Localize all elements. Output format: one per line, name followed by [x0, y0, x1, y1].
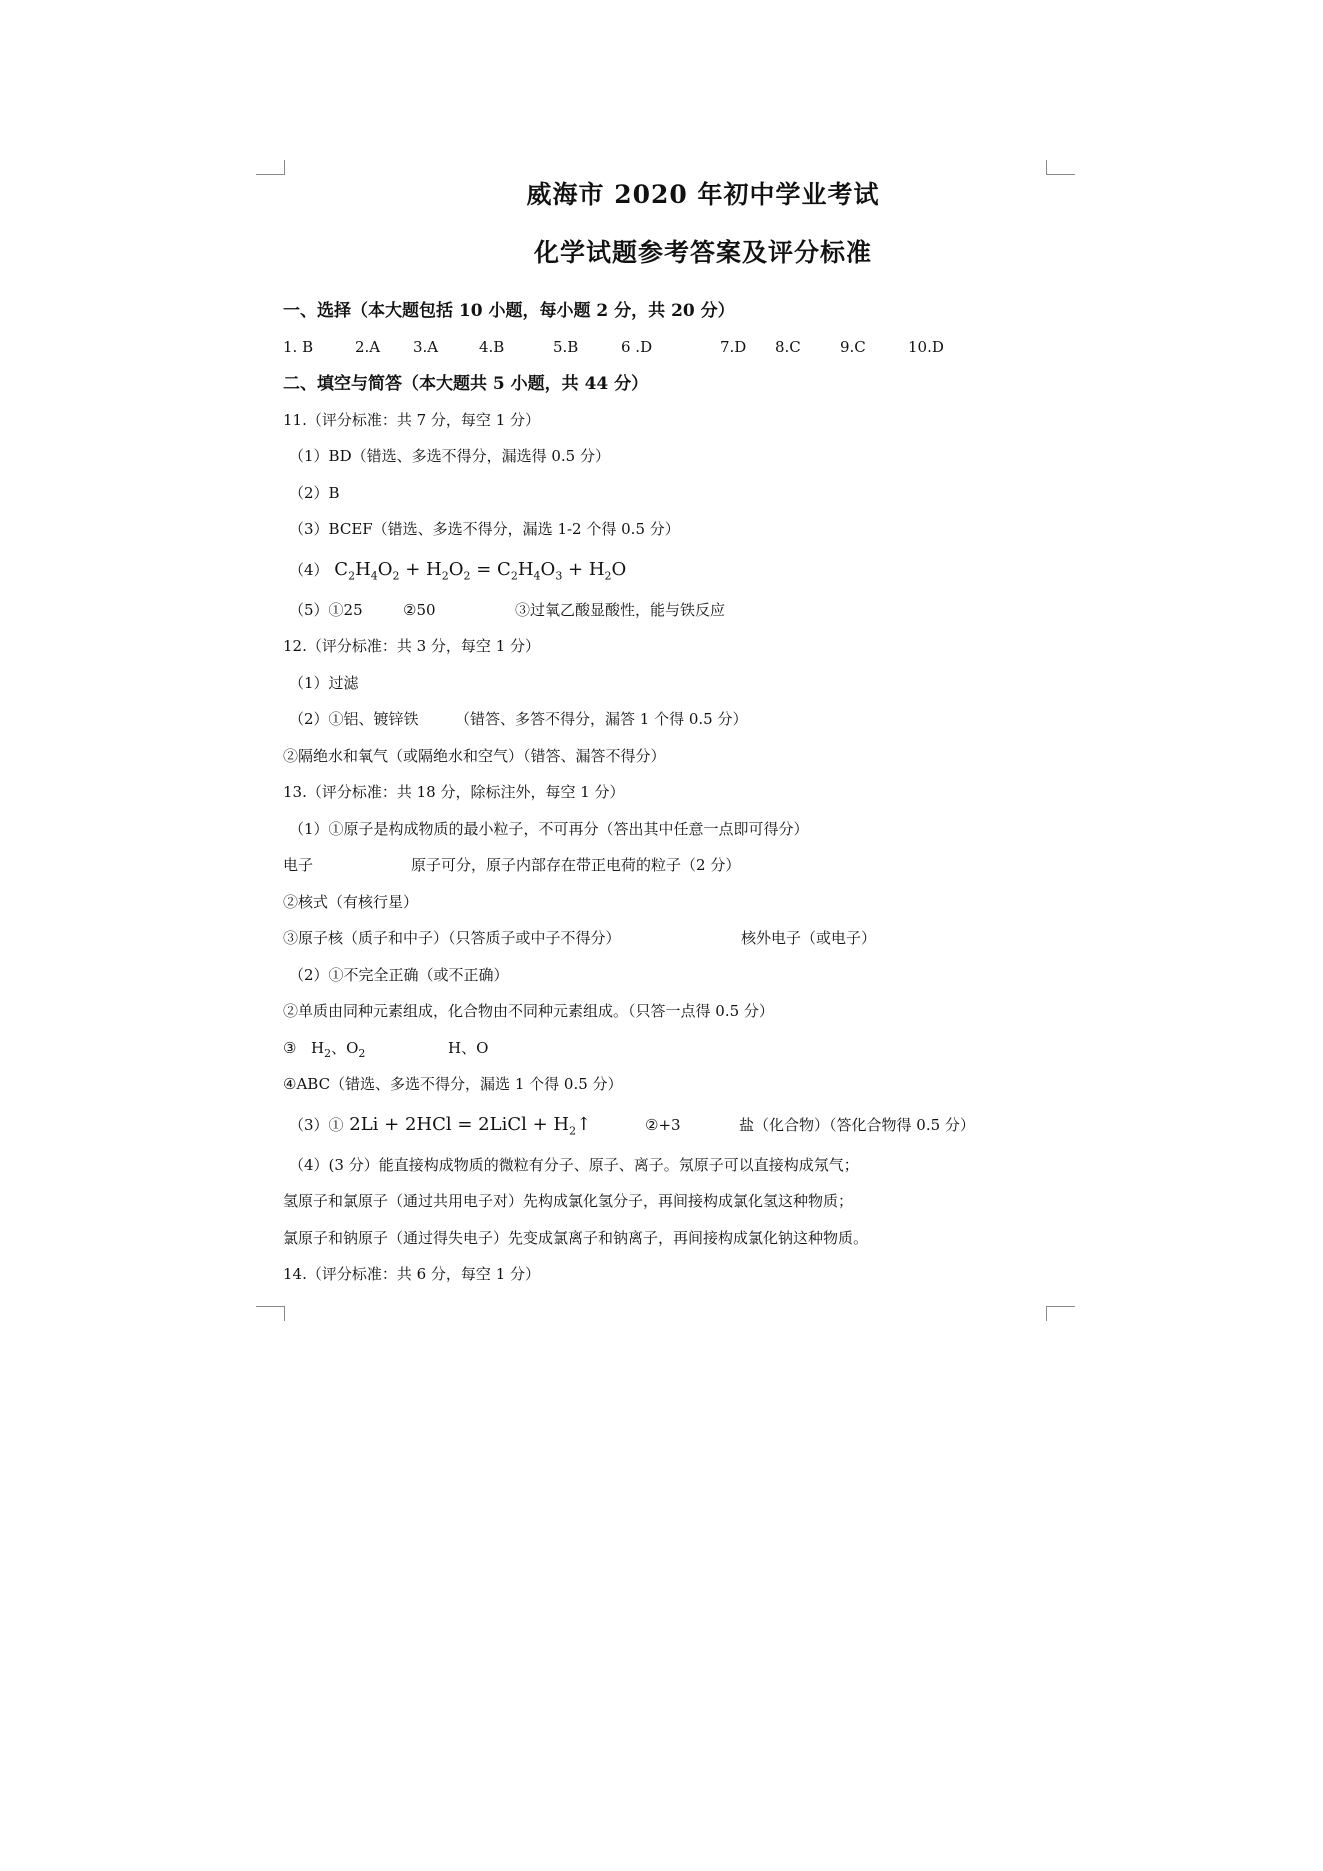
answer-line: ②隔绝水和氧气（或隔绝水和空气）（错答、漏答不得分）	[283, 746, 666, 765]
corner-mark-top-right	[1046, 160, 1075, 175]
mc-answer: 7.D	[720, 338, 747, 356]
answer-part: （错答、多答不得分，漏答 1 个得 0.5 分）	[455, 710, 748, 728]
mc-answer: 5.B	[553, 338, 579, 356]
question-header: 14.（评分标准：共 6 分，每空 1 分）	[283, 1265, 541, 1283]
question-header: 13.（评分标准：共 18 分，除标注外，每空 1 分）	[283, 783, 625, 801]
answer-part: ③过氧乙酸显酸性，能与铁反应	[515, 600, 726, 619]
mc-answer: 6 .D	[621, 338, 653, 356]
answer-line: 氢原子和氯原子（通过共用电子对）先构成氯化氢分子，再间接构成氯化氢这种物质；	[283, 1192, 854, 1210]
chemical-equation: $C_2H_4O_2 + H_2O_2 = C_2H_4O_3 + H_2O$	[334, 558, 627, 583]
answer-line: （1）①原子是构成物质的最小粒子，不可再分（答出其中任意一点即可得分）	[289, 819, 809, 838]
answer-line: （1）BD（错选、多选不得分，漏选得 0.5 分）	[289, 447, 610, 465]
mc-answer: 8.C	[775, 338, 801, 356]
answer-part: 核外电子（或电子）	[741, 929, 877, 947]
answer-line	[283, 847, 1063, 884]
document-title: 威海市 2020 年初中学业考试	[526, 180, 880, 209]
answer-part: H、O	[448, 1038, 489, 1057]
question-header: 12.（评分标准：共 3 分，每空 1 分）	[283, 637, 541, 655]
answer-part: （3）①	[289, 1115, 344, 1134]
answer-part: （2）①铝、镀锌铁	[289, 710, 419, 728]
answer-line	[283, 920, 1063, 957]
mc-answer: 4.B	[479, 338, 505, 356]
equation-line	[283, 1103, 1063, 1147]
answer-line: （1）过滤	[289, 673, 359, 692]
corner-mark-bottom-right	[1046, 1306, 1075, 1321]
answer-line: （2）B	[289, 483, 340, 502]
corner-mark-bottom-left	[256, 1306, 285, 1321]
mc-answer: 3.A	[413, 338, 439, 356]
formula-answer: $H_2$、$O_2$	[311, 1038, 366, 1060]
answer-line: ②单质由同种元素组成，化合物由不同种元素组成。（只答一点得 0.5 分）	[283, 1002, 774, 1020]
mc-answer: 2.A	[355, 338, 381, 356]
section-heading-fill: 二、填空与简答（本大题共 5 小题，共 44 分）	[283, 373, 649, 394]
mc-answer-row	[283, 329, 1063, 366]
mc-answer: 10.D	[908, 338, 944, 356]
answer-line	[283, 1030, 1063, 1067]
document-subtitle: 化学试题参考答案及评分标准	[533, 238, 872, 267]
mc-answer: 9.C	[840, 338, 866, 356]
answer-line	[283, 701, 1063, 738]
answer-part: ②50	[403, 600, 436, 619]
answer-line	[283, 592, 1063, 629]
section-heading-choice: 一、选择（本大题包括 10 小题，每小题 2 分，共 20 分）	[283, 301, 735, 321]
answer-line: ④ABC（错选、多选不得分，漏选 1 个得 0.5 分）	[283, 1075, 623, 1093]
corner-mark-top-left	[256, 160, 285, 175]
answer-part: 盐（化合物）（答化合物得 0.5 分）	[739, 1115, 975, 1134]
answer-line: （2）①不完全正确（或不正确）	[289, 965, 509, 984]
mc-answer: 1. B	[283, 338, 314, 356]
answer-sheet	[283, 175, 1063, 1293]
answer-part: ③原子核（质子和中子）（只答质子或中子不得分）	[283, 929, 621, 947]
question-header: 11.（评分标准：共 7 分，每空 1 分）	[283, 410, 541, 429]
chemical-equation: 2Li + 2HCl = 2LiCl + $H_2↑$	[349, 1113, 592, 1138]
answer-part: （5）①25	[289, 600, 363, 619]
answer-line: （4）(3 分）能直接构成物质的微粒有分子、原子、离子。氖原子可以直接构成氖气；	[289, 1155, 859, 1174]
answer-line: ②核式（有核行星）	[283, 892, 419, 911]
answer-line-prefix: （4）	[289, 560, 329, 579]
answer-part: ③	[283, 1038, 297, 1057]
answer-line: （3）BCEF（错选、多选不得分，漏选 1-2 个得 0.5 分）	[289, 520, 680, 538]
answer-line: 氯原子和钠原子（通过得失电子）先变成氯离子和钠离子，再间接构成氯化钠这种物质。	[283, 1228, 869, 1247]
answer-part: 原子可分，原子内部存在带正电荷的粒子（2 分）	[411, 856, 741, 874]
answer-part: ②+3	[645, 1115, 681, 1134]
equation-line	[283, 548, 1063, 592]
answer-part: 电子	[283, 856, 314, 874]
